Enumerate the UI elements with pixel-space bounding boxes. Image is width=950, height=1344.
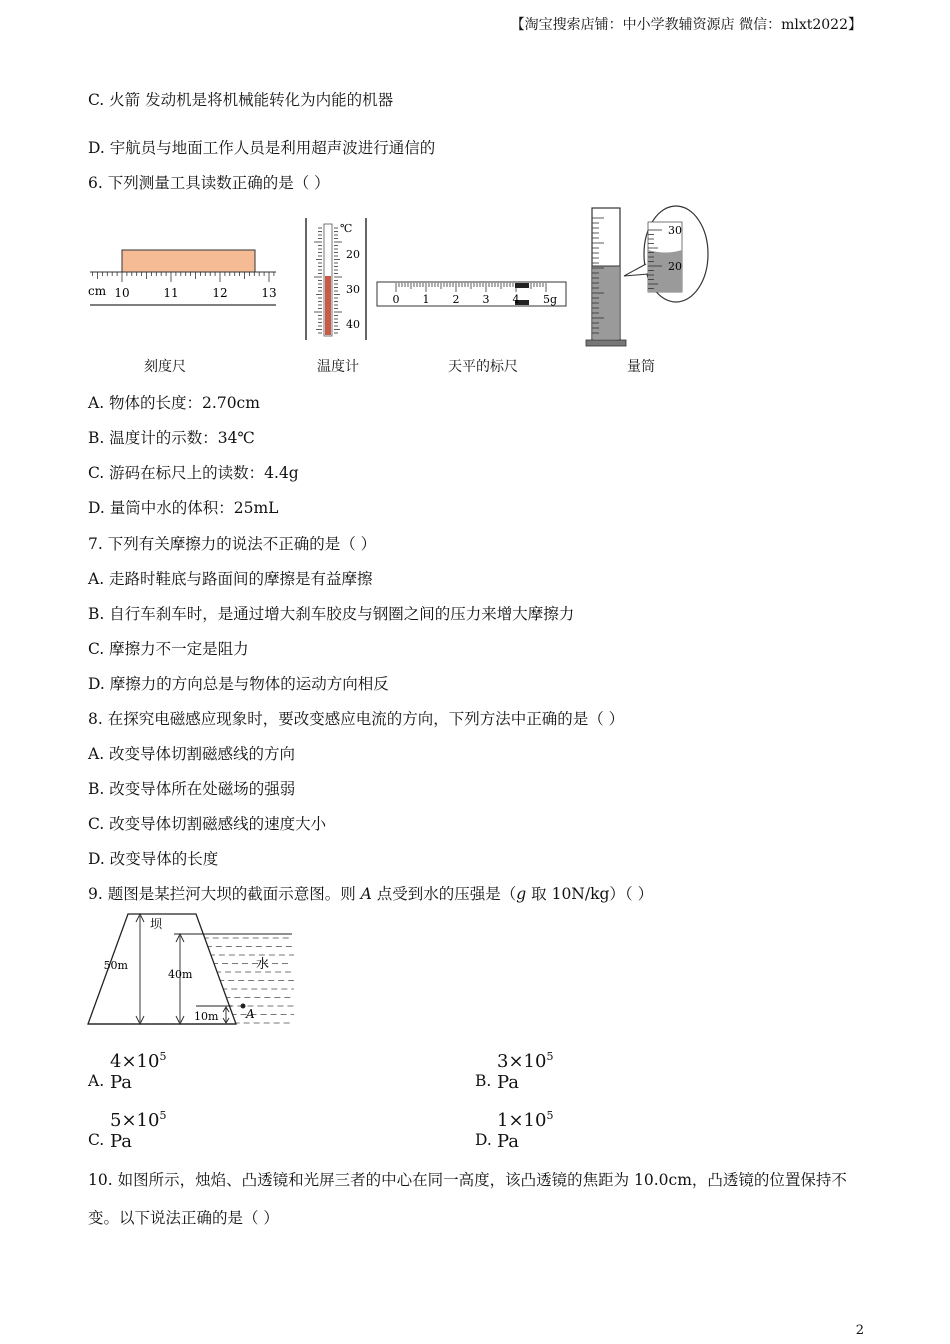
q6-option-d: D. 量筒中水的体积：25mL: [88, 499, 279, 517]
thermometer-tick-label: 30: [346, 283, 360, 296]
scale-tick-label: 4: [512, 293, 520, 306]
q7-option-a: A. 走路时鞋底与路面间的摩擦是有益摩擦: [88, 570, 373, 588]
ruler-tick-label: 13: [261, 286, 277, 300]
q8-option-d: D. 改变导体的长度: [88, 850, 219, 868]
question-10: 10. 如图所示，烛焰、凸透镜和光屏三者的中心在同一高度，该凸透镜的焦距为 10.0cm，凸透镜的位置保持不变。以下说法正确的是（ ）: [88, 1171, 847, 1227]
scale-caption: 天平的标尺: [448, 359, 518, 375]
question-6: 6. 下列测量工具读数正确的是（ ）: [88, 174, 330, 192]
thermometer-tick-label: 20: [346, 248, 360, 261]
q6-option-a: A. 物体的长度：2.70cm: [88, 394, 260, 412]
question-7: 7. 下列有关摩擦力的说法不正确的是（ ）: [88, 535, 377, 553]
q6-option-b: B. 温度计的示数：34℃: [88, 429, 255, 447]
q8-option-c: C. 改变导体切割磁感线的速度大小: [88, 815, 327, 833]
ruler-tick-label: 12: [212, 286, 228, 300]
ruler-unit: cm: [88, 284, 107, 298]
point-a-label: A: [246, 1007, 255, 1021]
cylinder-figure: [584, 204, 712, 348]
thermometer-tick-label: 40: [346, 318, 360, 331]
height-label: 50m: [103, 959, 128, 972]
scale-tick-label: 3: [482, 293, 490, 306]
q7-option-c: C. 摩擦力不一定是阻力: [88, 640, 249, 658]
bottom-label: 10m: [194, 1010, 219, 1023]
question-9: 9. 题图是某拦河大坝的截面示意图。则 A 点受到水的压强是（g 取 10N/kg）（ ）: [88, 885, 654, 903]
ruler-caption: 刻度尺: [144, 359, 186, 375]
q8-option-b: B. 改变导体所在处磁场的强弱: [88, 780, 296, 798]
balance-scale-figure: [376, 280, 568, 310]
scale-tick-label: 2: [452, 293, 460, 306]
depth-label: 40m: [168, 968, 193, 981]
dam-label: 坝: [150, 917, 163, 931]
ruler-tick-label: 10: [114, 286, 130, 300]
q5-option-c: C. 火箭 发动机是将机械能转化为内能的机器: [88, 91, 394, 109]
zoom-tick-label: 30: [668, 224, 682, 237]
thermometer-liquid: [325, 276, 331, 335]
scale-tick-label: 0: [392, 293, 400, 306]
measured-object: [122, 250, 255, 272]
q8-option-a: A. 改变导体切割磁感线的方向: [88, 745, 296, 763]
ruler-tick-label: 11: [163, 286, 179, 300]
cylinder-caption: 量筒: [627, 359, 655, 375]
thermometer-unit: ℃: [340, 222, 353, 235]
q6-option-c: C. 游码在标尺上的读数：4.4g: [88, 464, 299, 482]
question-8: 8. 在探究电磁感应现象时，要改变感应电流的方向，下列方法中正确的是（ ）: [88, 710, 625, 728]
water-label: 水: [256, 957, 270, 972]
dam-figure: [86, 910, 300, 1030]
zoom-tick-label: 20: [668, 260, 682, 273]
thermometer-caption: 温度计: [317, 359, 359, 375]
scale-tick-label: 5g: [542, 293, 558, 306]
q7-option-b: B. 自行车刹车时，是通过增大刹车胶皮与钢圈之间的压力来增大摩擦力: [88, 605, 575, 623]
point-a: [241, 1004, 246, 1009]
page-header: 【淘宝搜索店铺：中小学教辅资源店 微信：mlxt2022】: [510, 17, 862, 33]
q7-option-d: D. 摩擦力的方向总是与物体的运动方向相反: [88, 675, 389, 693]
q5-option-d: D. 宇航员与地面工作人员是利用超声波进行通信的: [88, 139, 436, 157]
page-number: 2: [855, 1323, 864, 1338]
scale-tick-label: 1: [422, 293, 430, 306]
thermometer-figure: [302, 216, 370, 342]
ruler-figure: [88, 245, 280, 310]
